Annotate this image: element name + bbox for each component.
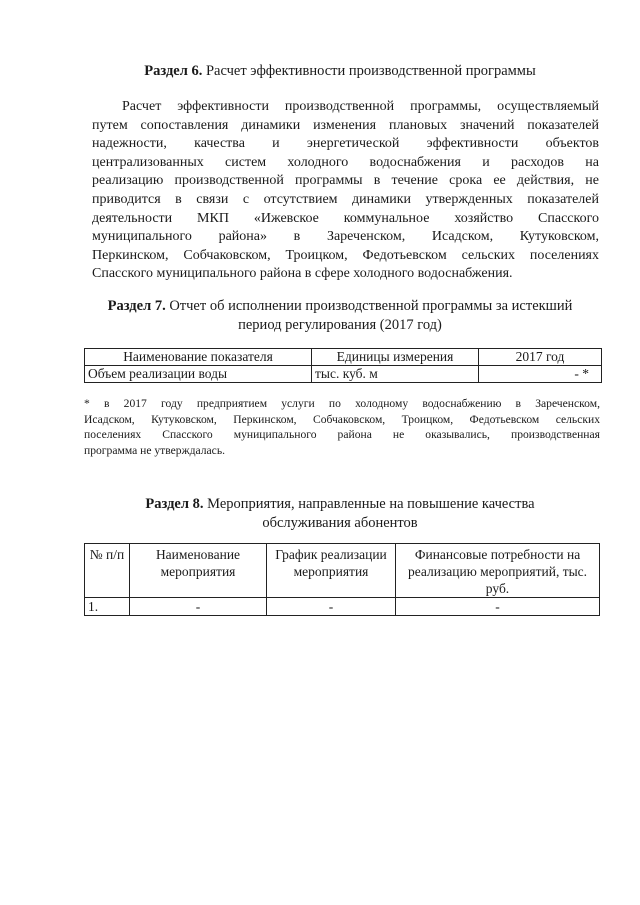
paragraph-line: приводится в связи с отсутствием динамики утвержденных показателей (92, 191, 599, 207)
footnote-line: программа не утверждалась. (84, 443, 226, 457)
footnote-line: поселениях Спасского муниципального района не оказывались, производственная (84, 428, 600, 442)
table-header-cell: Наименование показателя (85, 349, 312, 366)
paragraph-line: реализацию производственной программы в течение срока ее действия, не (92, 173, 599, 189)
footnote-line: Исадском, Кутуковском, Перкинском, Собчаковском, Троицком, Федотьевском сельских (84, 412, 600, 426)
paragraph-line: деятельности МКП «Ижевское коммунальное хозяйство Спасского (92, 210, 599, 226)
paragraph-line: Расчет эффективности производственной программы, осуществляемый (122, 99, 599, 114)
paragraph-line: путем сопоставления динамики изменения плановых значений показателей (92, 117, 599, 133)
paragraph-line: Перкинском, Собчаковском, Троицком, Федотьевском сельских поселениях (92, 247, 599, 263)
section-8-heading (60, 495, 620, 533)
paragraph-line: Спасского муниципального района в сфере холодного водоснабжения. (92, 266, 513, 282)
table-header-cell: Наименование мероприятия (130, 544, 267, 598)
paragraph-line: надежности, качества и энергетической эффективности объектов (92, 136, 599, 152)
section-8-title-line-2: обслуживания абонентов (262, 515, 418, 531)
table-header-cell: График реализации мероприятия (267, 544, 396, 598)
section-8-title-line-1: Мероприятия, направленные на повышение качества (203, 496, 535, 512)
table-header-row (85, 349, 602, 366)
table-header-cell: Финансовые потребности на реализацию мероприятий, тыс. руб. (396, 544, 600, 598)
table-header-row (85, 544, 600, 598)
section-7-heading (60, 297, 620, 335)
table-header-cell: № п/п (85, 544, 130, 598)
section-7-table (84, 348, 602, 383)
table-header-cell: 2017 год (479, 349, 602, 366)
footnote-line: * в 2017 году предприятием услуги по холодному водоснабжению в Зареченском, (84, 397, 600, 410)
table-cell: - (130, 598, 267, 616)
table-cell: 1. (85, 598, 130, 616)
section-6-paragraph (92, 98, 599, 284)
section-8-label: Раздел 8. (145, 496, 204, 512)
table-cell: - (267, 598, 396, 616)
section-6-heading (60, 62, 620, 81)
section-7-footnote (84, 396, 600, 458)
paragraph-line: муниципального района» в Зареченском, Исадском, Кутуковском, (92, 229, 599, 245)
section-7-title-line-1: Отчет об исполнении производственной программы за истекший (165, 298, 573, 314)
table-cell: - (396, 598, 600, 616)
paragraph-line: централизованных систем холодного водоснабжения и расходов на (92, 154, 599, 170)
section-7-title-line-2: период регулирования (2017 год) (238, 317, 442, 333)
section-7-label: Раздел 7. (107, 298, 166, 314)
table-cell: тыс. куб. м (312, 366, 479, 383)
table-row (85, 366, 602, 383)
table-cell: Объем реализации воды (85, 366, 312, 383)
table-cell: - * (479, 366, 602, 383)
table-header-cell: Единицы измерения (312, 349, 479, 366)
table-row (85, 598, 600, 616)
section-6-label: Раздел 6. (144, 63, 203, 79)
section-6-title: Расчет эффективности производственной программы (202, 63, 536, 79)
section-8-table (84, 543, 600, 616)
